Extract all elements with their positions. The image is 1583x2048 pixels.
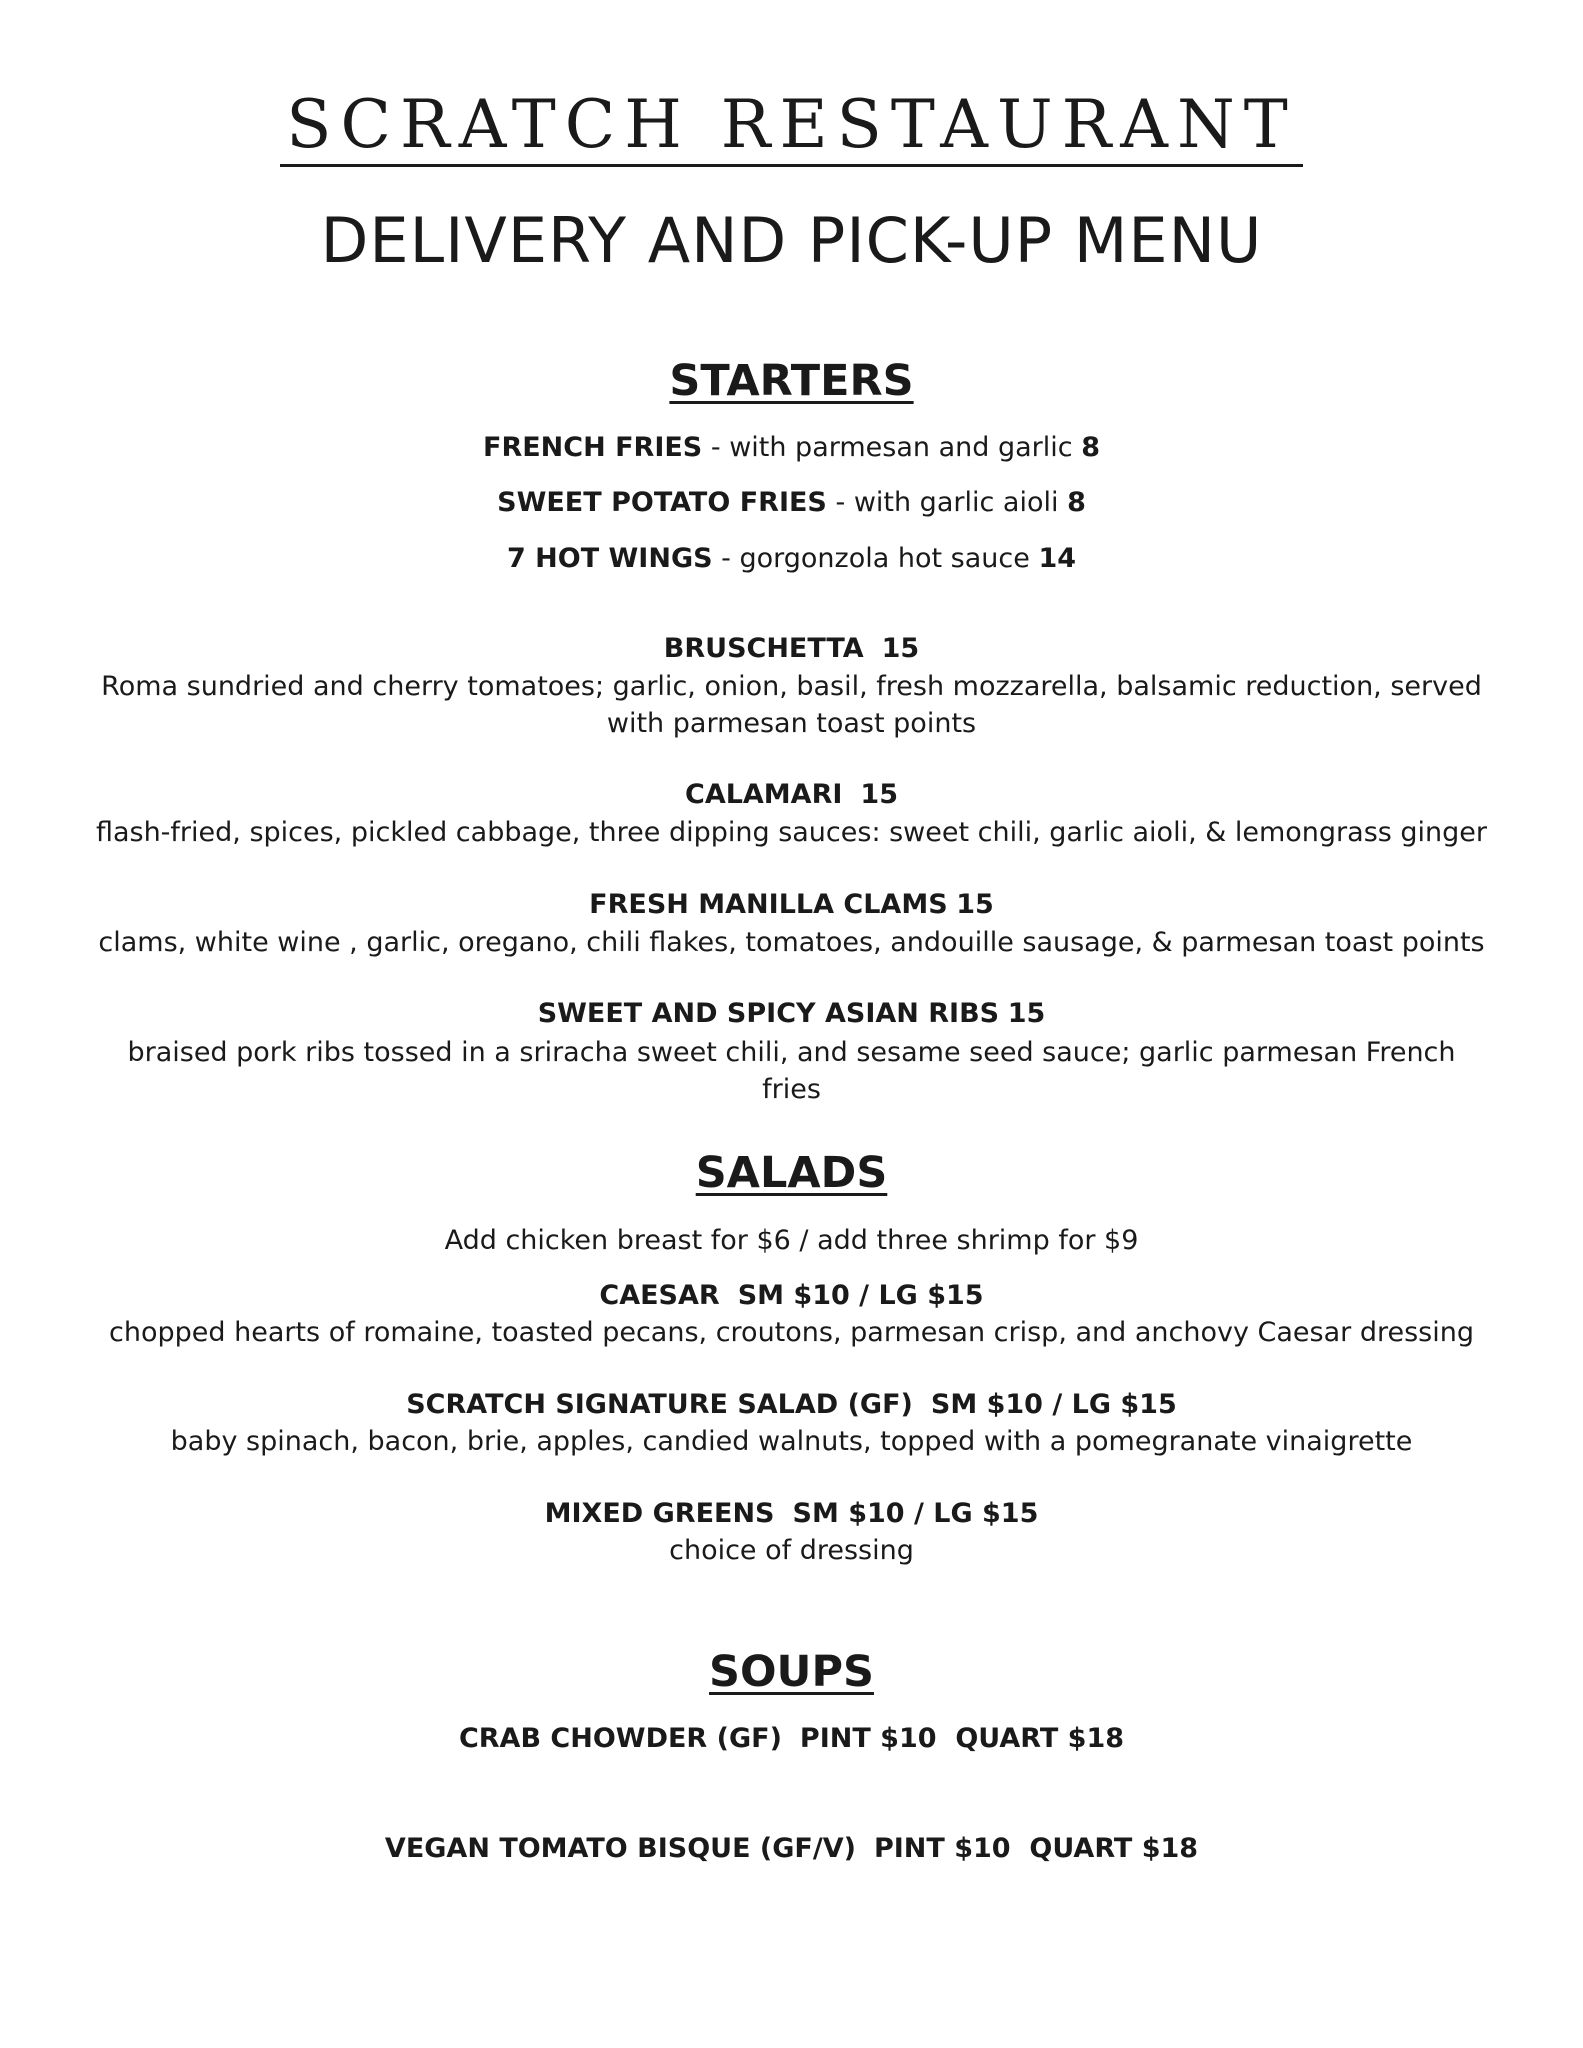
starter-heading (0, 781, 1583, 808)
item-name: SCRATCH SIGNATURE SALAD (GF) (406, 1389, 913, 1420)
item-price: 15 (1007, 998, 1046, 1029)
starter-item: FRENCH FRIES - with parmesan and garlic 8 (483, 432, 1100, 463)
salads-note: Add chicken breast for $6 / add three shrimp for $9 (444, 1225, 1139, 1256)
item-price: 8 (1067, 487, 1086, 518)
item-name: FRESH MANILLA CLAMS (589, 889, 948, 920)
item-price: 8 (1081, 432, 1100, 463)
item-name: CALAMARI (685, 779, 843, 810)
item-name: SWEET AND SPICY ASIAN RIBS (537, 998, 1000, 1029)
section-title-salads: SALADS (695, 1148, 888, 1198)
item-price: PINT $10 QUART $18 (873, 1833, 1199, 1864)
item-price: 15 (956, 889, 994, 920)
starter-heading (0, 891, 1583, 918)
item-description: clams, white wine , garlic, oregano, chili flakes, tomatoes, andouille sausage, & parmesan toast points (98, 927, 1485, 958)
starter-heading (0, 635, 1583, 662)
item-price: SM $10 / LG $15 (930, 1389, 1177, 1420)
item-name: 7 HOT WINGS (506, 543, 713, 574)
item-description: baby spinach, bacon, brie, apples, candied walnuts, topped with a pomegranate vinaigrette (170, 1426, 1413, 1457)
item-description: gorgonzola hot sauce (739, 543, 1030, 574)
soup-item (0, 1725, 1583, 1752)
salad-heading (0, 1282, 1583, 1309)
item-name: VEGAN TOMATO BISQUE (GF/V) (384, 1833, 856, 1864)
item-name: MIXED GREENS (544, 1498, 775, 1529)
item-name: SWEET POTATO FRIES (497, 487, 827, 518)
item-description: braised pork ribs tossed in a sriracha sweet chili, and sesame seed sauce; garlic parmesan French fries (127, 1037, 1456, 1105)
starter-item: 7 HOT WINGS - gorgonzola hot sauce 14 (506, 543, 1077, 574)
starter-item: SWEET POTATO FRIES - with garlic aioli 8 (497, 487, 1086, 518)
item-name: FRENCH FRIES (483, 432, 703, 463)
item-name: CAESAR (599, 1280, 720, 1311)
item-price: SM $10 / LG $15 (737, 1280, 984, 1311)
item-description: flash-fried, spices, pickled cabbage, three dipping sauces: sweet chili, garlic aioli, & lemongrass ginger (95, 817, 1488, 848)
salad-heading (0, 1500, 1583, 1527)
item-description: with garlic aioli (853, 487, 1059, 518)
starter-heading (0, 1000, 1583, 1027)
item-name: BRUSCHETTA (663, 633, 864, 664)
item-name: CRAB CHOWDER (GF) (458, 1723, 782, 1754)
item-description: Roma sundried and cherry tomatoes; garlic, onion, basil, fresh mozzarella, balsamic reduction, served with parmesan toast points (101, 671, 1482, 739)
item-description: with parmesan and garlic (729, 432, 1073, 463)
section-title-starters: STARTERS (669, 356, 914, 406)
item-price: SM $10 / LG $15 (792, 1498, 1039, 1529)
item-description: choice of dressing (669, 1535, 914, 1566)
item-price: 14 (1038, 543, 1077, 574)
item-price: 15 (860, 779, 898, 810)
restaurant-name: SCRATCH RESTAURANT (0, 92, 1583, 167)
section-title-soups: SOUPS (709, 1647, 874, 1697)
salad-heading (0, 1391, 1583, 1418)
soup-item (0, 1835, 1583, 1862)
item-price: 15 (881, 633, 920, 664)
menu-title: DELIVERY AND PICK-UP MENU (320, 204, 1263, 277)
item-price: PINT $10 QUART $18 (799, 1723, 1125, 1754)
item-description: chopped hearts of romaine, toasted pecans, croutons, parmesan crisp, and anchovy Caesar dressing (109, 1317, 1474, 1348)
